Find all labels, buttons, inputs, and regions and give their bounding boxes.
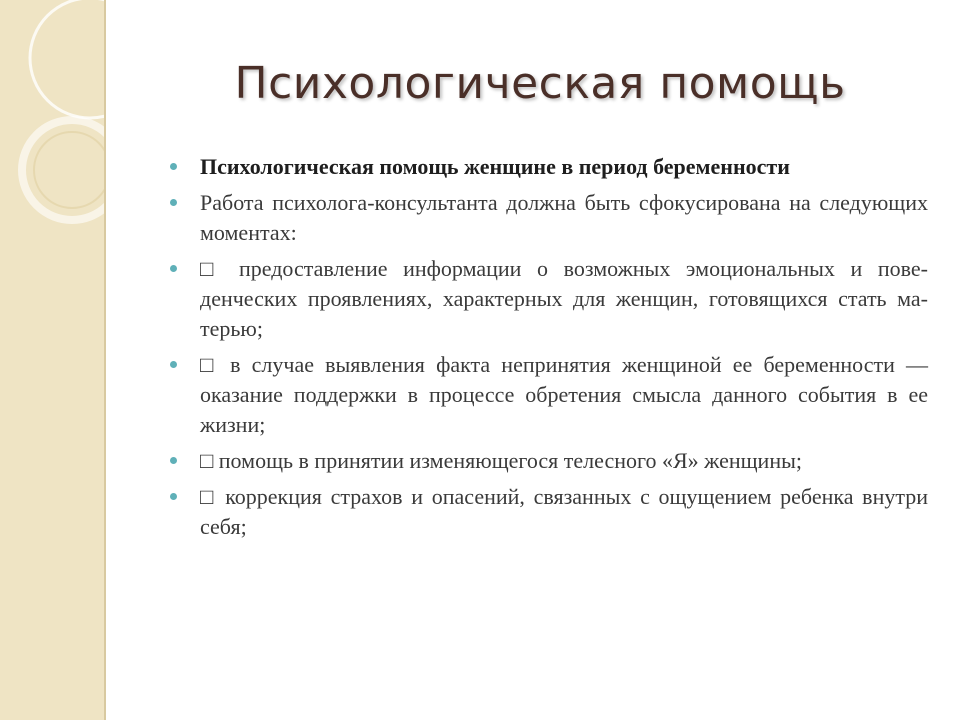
list-item	[170, 152, 928, 182]
decorative-circles	[0, 0, 104, 720]
list-item-text: □ помощь в принятии изменяющегося телесного «Я» женщины;	[200, 448, 802, 473]
list-item-text: □ коррекция страхов и опасений, связанных с ощущением ребенка внутри себя;	[200, 484, 928, 539]
list-item	[170, 350, 928, 440]
list-item-text: Психологическая помощь женщине в период беременности	[200, 154, 790, 179]
list-item-text: □ в случае выявления факта непринятия женщиной ее беременности — оказание поддержки в процессе обретения смысла данного события в ее жизни;	[200, 352, 928, 437]
list-item	[170, 446, 928, 476]
bullet-icon	[170, 493, 177, 500]
list-item	[170, 482, 928, 542]
bullet-icon	[170, 361, 177, 368]
bullet-icon	[170, 163, 177, 170]
decorative-circle-top	[30, 0, 104, 118]
decorative-sidebar	[0, 0, 106, 720]
bullet-icon	[170, 265, 177, 272]
bullet-icon	[170, 199, 177, 206]
slide-content	[170, 152, 928, 548]
decorative-circle-inner	[34, 132, 104, 208]
list-item	[170, 188, 928, 248]
list-item-text: □ предоставление информации о возможных эмоциональных и пове-денческих проявлениях, характерных для женщин, готовящихся стать ма-терью;	[200, 256, 928, 341]
slide-title: Психологическая помощь	[234, 58, 846, 109]
bullet-icon	[170, 457, 177, 464]
list-item-text: Работа психолога-консультанта должна быть сфокусирована на следующих моментах:	[200, 190, 928, 245]
list-item	[170, 254, 928, 344]
